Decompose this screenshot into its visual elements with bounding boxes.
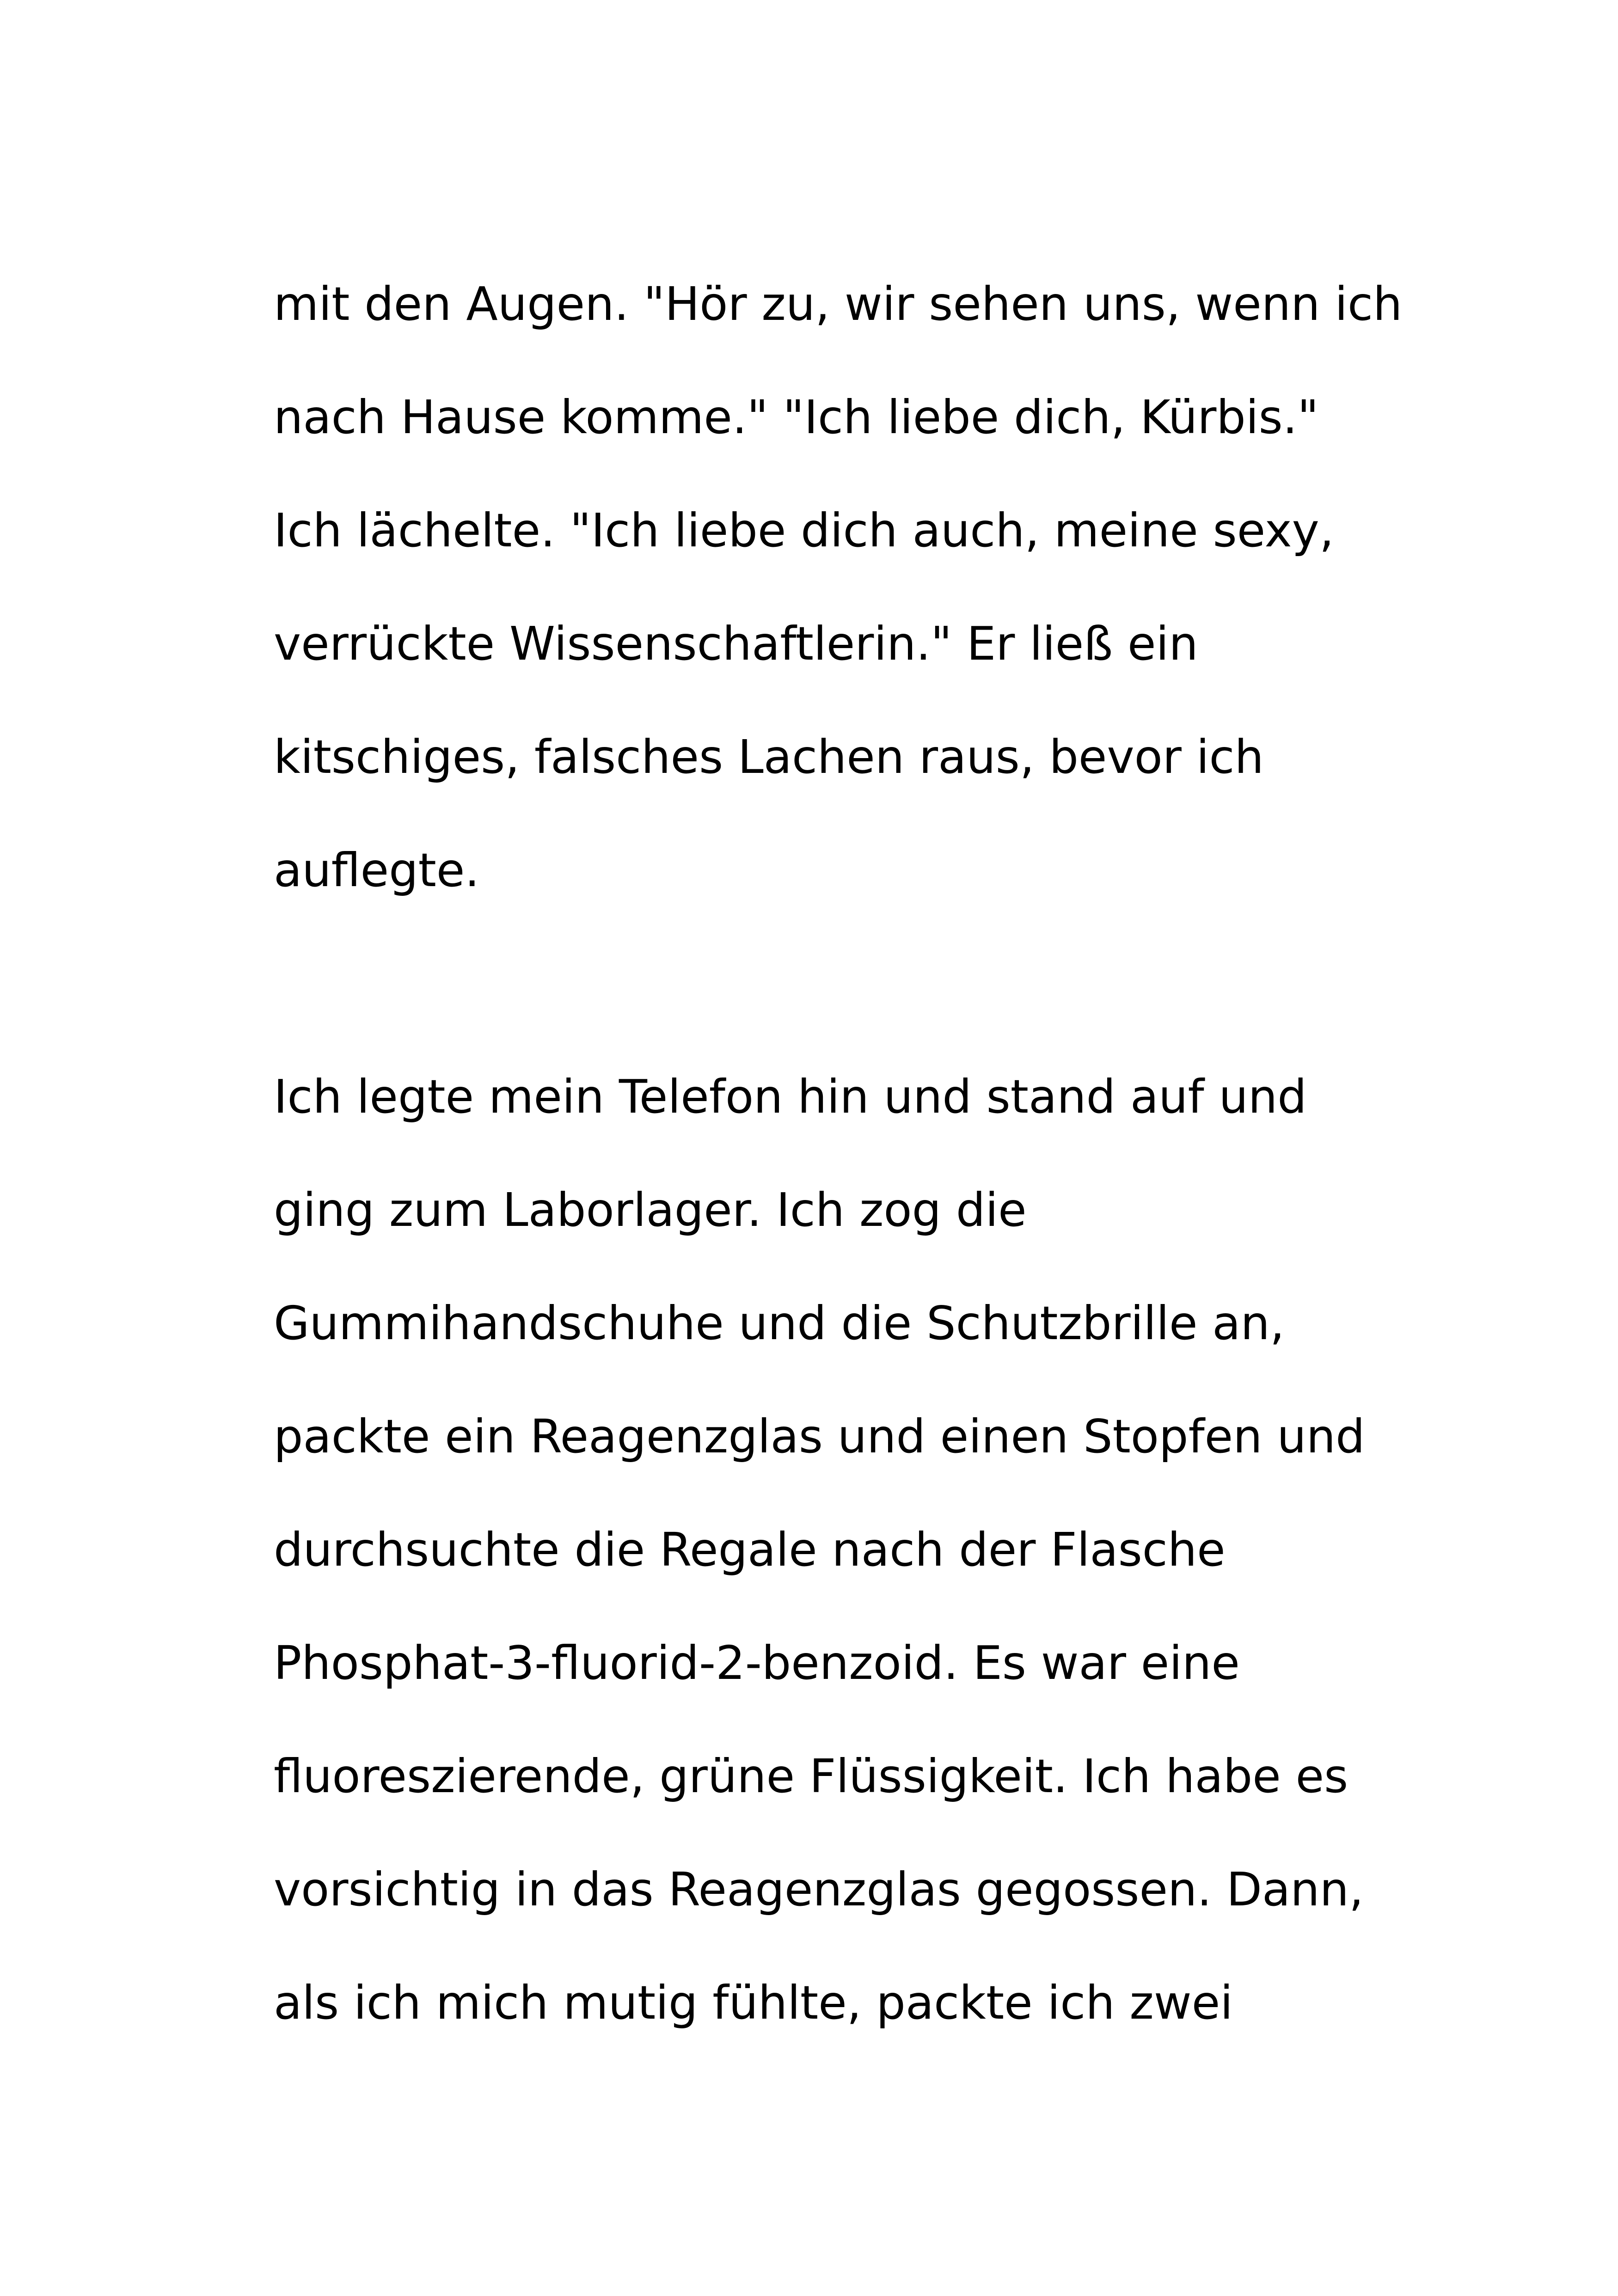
text-line: mit den Augen. "Hör zu, wir sehen uns, wenn ich xyxy=(274,277,1403,331)
text-line: nach Hause komme." "Ich liebe dich, Kürbis." xyxy=(274,390,1319,444)
text-line: packte ein Reagenzglas und einen Stopfen und xyxy=(274,1409,1365,1463)
text-line: fluoreszierende, grüne Flüssigkeit. Ich habe es xyxy=(274,1749,1348,1803)
text-line: verrückte Wissenschaftlerin." Er ließ ein xyxy=(274,617,1198,671)
text-line: ging zum Laborlager. Ich zog die xyxy=(274,1183,1027,1237)
text-line: Ich lächelte. "Ich liebe dich auch, meine sexy, xyxy=(274,503,1334,557)
text-line: kitschiges, falsches Lachen raus, bevor ich xyxy=(274,730,1264,784)
text-line: Gummihandschuhe und die Schutzbrille an, xyxy=(274,1296,1285,1350)
text-line: auflegte. xyxy=(274,843,480,897)
text-line: als ich mich mutig fühlte, packte ich zwei xyxy=(274,1976,1233,2030)
text-line: vorsichtig in das Reagenzglas gegossen. Dann, xyxy=(274,1862,1364,1916)
text-line: Phosphat-3-fluorid-2-benzoid. Es war eine xyxy=(274,1636,1240,1690)
text-line: durchsuchte die Regale nach der Flasche xyxy=(274,1523,1226,1577)
text-line: Ich legte mein Telefon hin und stand auf und xyxy=(274,1070,1307,1124)
